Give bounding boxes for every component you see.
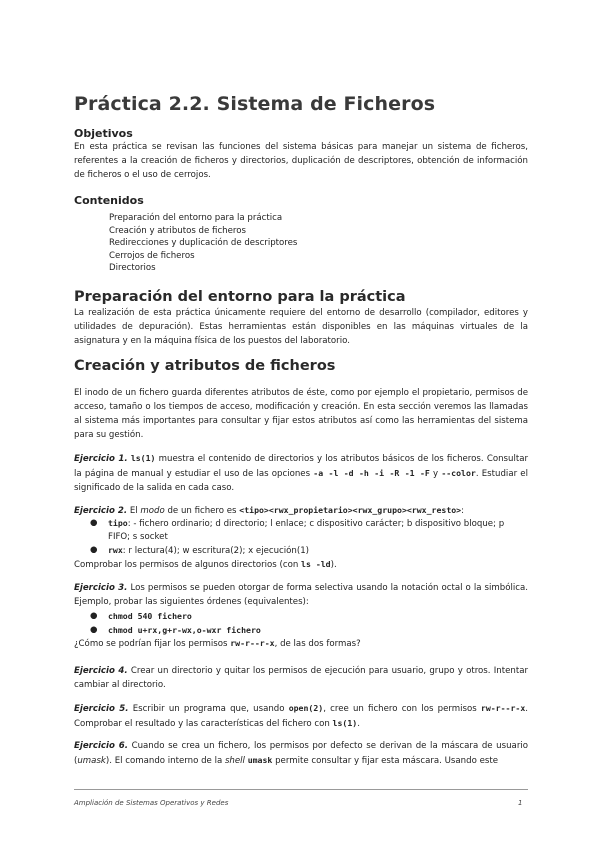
footer-course-name: Ampliación de Sistemas Operativos y Redes	[74, 799, 229, 807]
toc-item[interactable]: Creación y atributos de ficheros	[109, 225, 246, 236]
exercise-text: Los permisos se pueden otorgar de forma selectiva usando la notación octal o la simbólica. Ejemplo, probar las siguientes órdenes (equivalentes):	[74, 583, 529, 607]
bullet-icon: ●	[90, 625, 98, 635]
contenidos-list	[109, 212, 297, 275]
inline-code: open(2)	[288, 703, 324, 713]
list-item	[90, 544, 528, 558]
inline-code: chmod 540 fichero	[108, 611, 192, 621]
page-title: Práctica 2.2. Sistema de Ficheros	[74, 93, 436, 115]
preparacion-text: La realización de esta práctica únicamente requiere del entorno de desarrollo (compilador, editores y utilidades de depuración). Estas herramientas están disponibles en las máquinas virtuales de la asignatura y en la máquina física de los puestos del laboratorio.	[74, 308, 528, 346]
inline-code: --color	[441, 468, 476, 478]
bullet-icon: ●	[90, 611, 98, 621]
emphasis: umask	[77, 756, 106, 766]
footer-divider	[74, 789, 528, 790]
exercise-label: Ejercicio 1.	[74, 454, 128, 464]
exercise-text: .	[357, 719, 360, 729]
exercise-label: Ejercicio 5.	[74, 704, 129, 714]
exercise-text: ). El comando interno de la	[105, 756, 225, 766]
exercise-text: . Comprobar el resultado y las características del fichero con	[74, 704, 528, 729]
inline-code: -a -l -d -h -i -R -1 -F	[313, 468, 430, 478]
exercise-text: Comprobar los permisos de algunos directorios (con	[74, 560, 302, 570]
exercise-text: Crear un directorio y quitar los permisos de ejecución para usuario, grupo y otros. Intentar cambiar al directorio.	[74, 666, 528, 690]
exercise-3	[74, 581, 528, 609]
exercise-2-check	[74, 557, 528, 572]
exercise-label: Ejercicio 2.	[74, 506, 128, 516]
exercise-3-question	[74, 636, 528, 651]
exercise-1	[74, 451, 528, 495]
exercise-text: ).	[330, 560, 337, 570]
toc-item[interactable]: Directorios	[109, 263, 156, 273]
emphasis: modo	[140, 506, 165, 516]
exercise-text: ¿Cómo se podrían fijar los permisos	[74, 639, 231, 649]
inline-code: rw-r--r-x	[480, 703, 526, 713]
exercise-text: muestra el contenido de directorios y los atributos básicos de los ficheros. Consultar la página de manual y estudiar el uso de las opciones	[74, 454, 529, 479]
list-item-text: : r lectura(4); w escritura(2); x ejecución(1)	[122, 546, 310, 556]
inline-code: rw-r--r-x	[230, 638, 275, 648]
exercise-text: de un fichero es	[164, 506, 240, 516]
inline-code: <rwx_propietario><rwx_grupo><rwx_resto>	[268, 505, 462, 515]
emphasis: shell	[224, 756, 245, 766]
section-heading-creacion: Creación y atributos de ficheros	[74, 358, 336, 374]
toc-item[interactable]: Redirecciones y duplicación de descriptores	[109, 238, 298, 248]
exercise-text: :	[461, 506, 465, 516]
exercise-text: permite consultar y fijar esta máscara. Usando este	[272, 756, 498, 766]
inline-code: rwx	[108, 545, 123, 555]
bullet-icon: ●	[90, 545, 98, 555]
inline-code: tipo	[108, 518, 128, 528]
toc-item[interactable]: Cerrojos de ficheros	[109, 250, 195, 261]
exercise-4	[74, 664, 528, 692]
exercise-text: y	[429, 469, 442, 479]
exercise-text: Escribir un programa que, usando	[128, 704, 289, 714]
inline-code: ls(1)	[130, 453, 156, 463]
bullet-icon: ●	[90, 518, 98, 528]
list-item-text: : - fichero ordinario; d directorio; l enlace; c dispositivo carácter; b dispositivo bloque; p FIFO; s socket	[108, 519, 505, 542]
list-item	[90, 517, 528, 544]
inline-code: umask	[247, 755, 273, 765]
inline-code: ls -ld	[301, 559, 331, 569]
inline-code: <tipo>	[239, 505, 269, 515]
exercise-text: El	[127, 506, 141, 516]
page-number: 1	[518, 799, 523, 807]
exercise-label: Ejercicio 4.	[74, 666, 128, 676]
exercise-6	[74, 739, 528, 768]
contenidos-heading: Contenidos	[74, 194, 144, 207]
exercise-5	[74, 701, 528, 731]
exercise-2	[74, 503, 528, 518]
inline-code: chmod u+rx,g+r-wx,o-wxr fichero	[108, 625, 261, 635]
toc-item[interactable]: Preparación del entorno para la práctica	[109, 213, 283, 223]
exercise-text: , cree un fichero con los permisos	[323, 704, 481, 714]
list-item	[90, 610, 261, 624]
exercise-text: Cuando se crea un fichero, los permisos por defecto se derivan de la máscara de usuario (	[74, 741, 528, 766]
exercise-label: Ejercicio 3.	[74, 583, 128, 593]
exercise-text: , de las dos formas?	[274, 639, 361, 649]
exercise-2-bullets	[90, 517, 528, 558]
section-heading-preparacion: Preparación del entorno para la práctica	[74, 289, 406, 305]
objetivos-text: En esta práctica se revisan las funciones del sistema básicas para manejar un sistema de ficheros, referentes a la creación de ficheros y directorios, duplicación de descriptores, obtención de información de ficheros o el uso de cerrojos.	[74, 142, 528, 180]
inline-code: ls(1)	[332, 718, 358, 728]
exercise-label: Ejercicio 6.	[74, 741, 128, 751]
exercise-text: . Estudiar el significado de la salida en cada caso.	[74, 469, 528, 493]
objetivos-heading: Objetivos	[74, 127, 133, 140]
creacion-intro: El inodo de un fichero guarda diferentes atributos de éste, como por ejemplo el propietario, permisos de acceso, tamaño o los tiempos de acceso, modificación y creación. En esta sección veremos las llamadas al sistema más importantes para consultar y fijar estos atributos así como las herramientas del sistema para su gestión.	[74, 388, 528, 440]
exercise-3-bullets	[90, 610, 261, 638]
